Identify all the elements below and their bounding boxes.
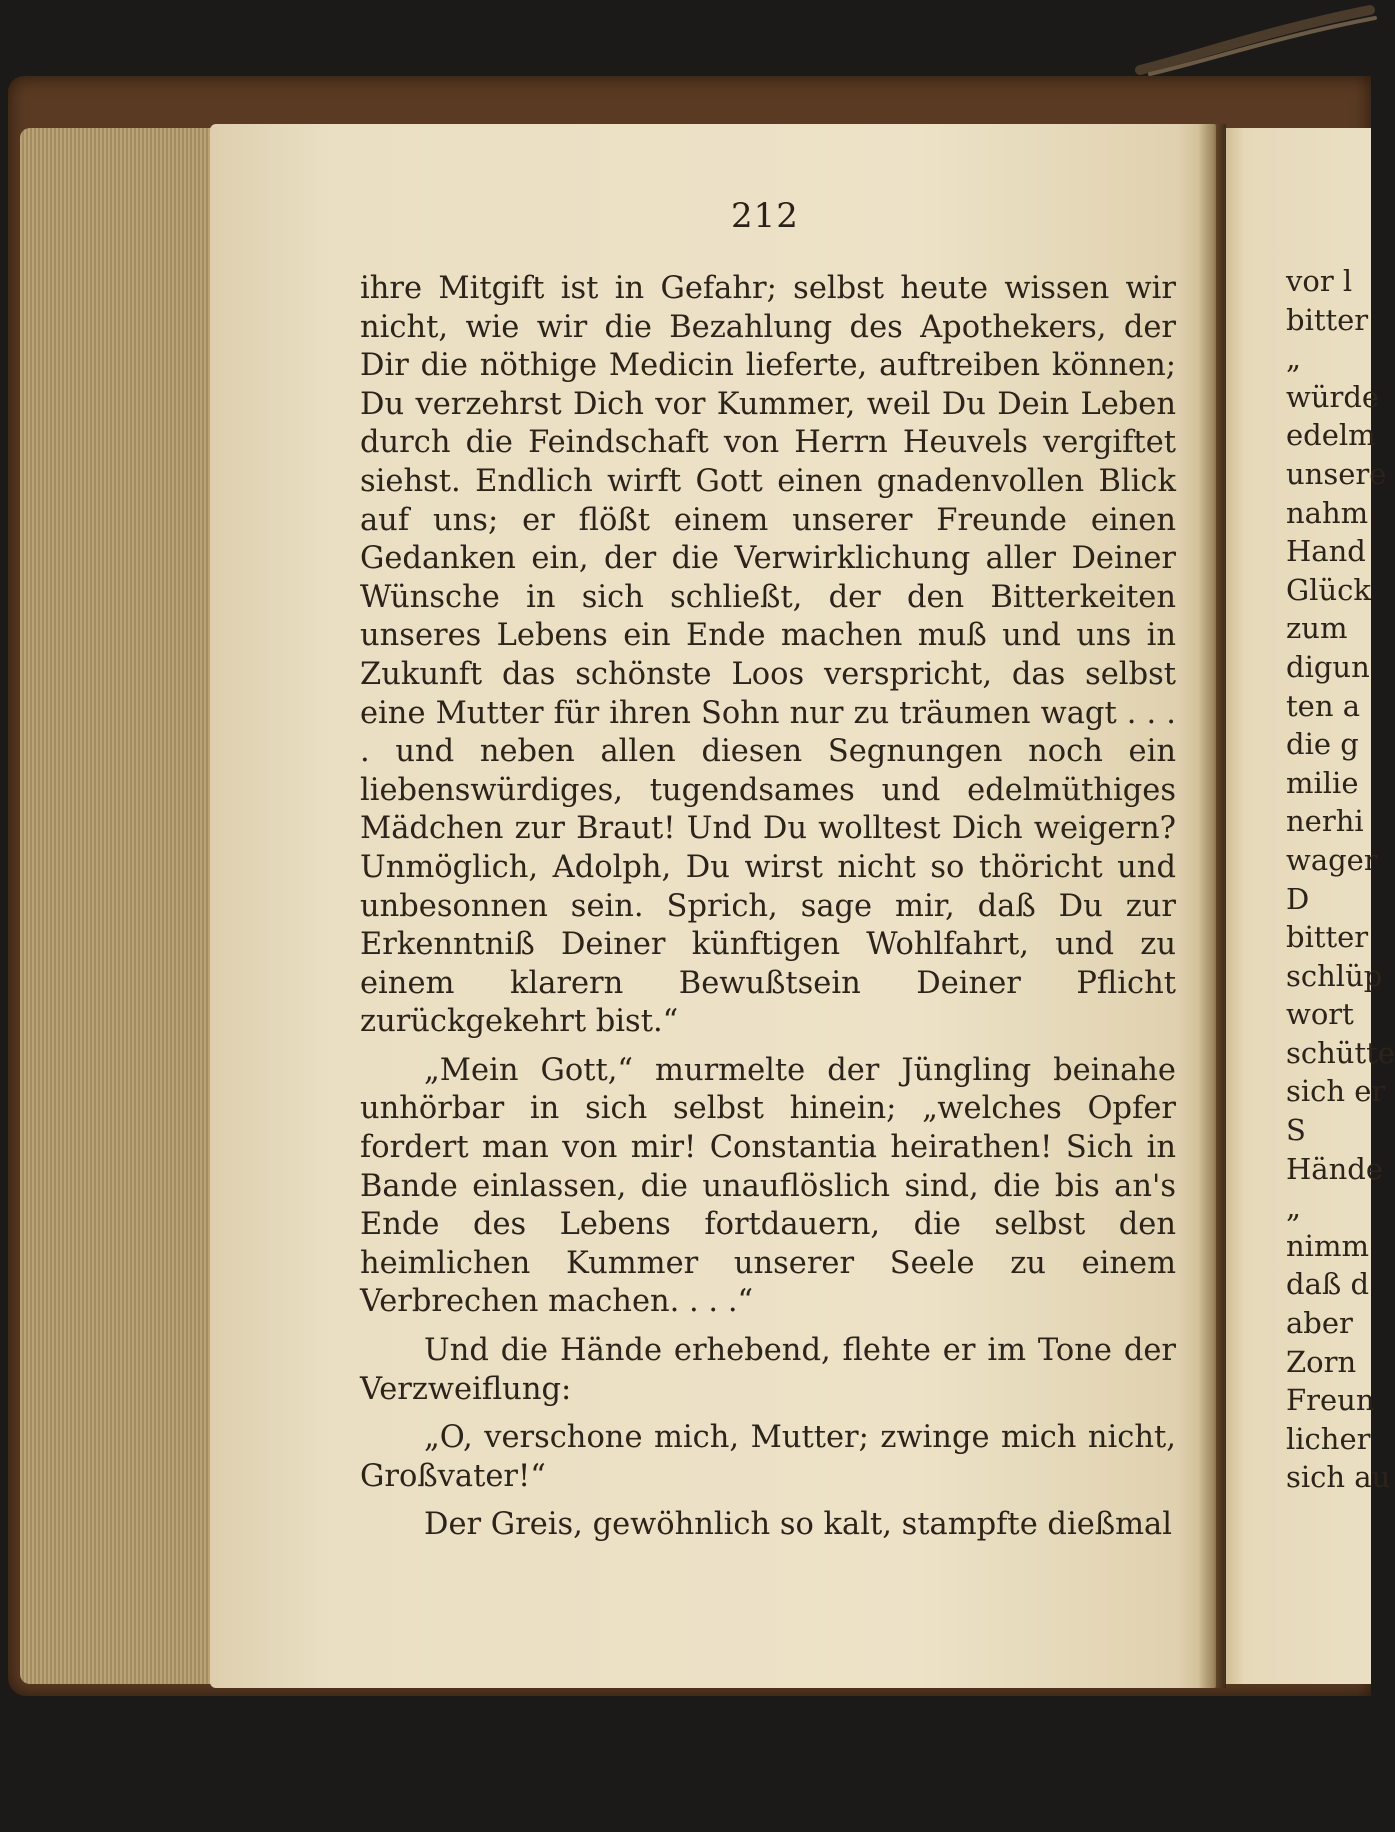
- facing-line: licher: [1286, 1421, 1371, 1456]
- facing-line: Hände: [1286, 1151, 1383, 1186]
- bookmark-ribbon: [1120, 0, 1380, 80]
- facing-line: Freun: [1286, 1383, 1375, 1418]
- page-edges: [20, 128, 220, 1684]
- facing-line: die g: [1286, 727, 1359, 762]
- facing-line: sich au: [1286, 1460, 1391, 1495]
- facing-line: wort: [1286, 997, 1354, 1032]
- facing-page-text: [1286, 262, 1395, 1497]
- facing-line: milie: [1286, 765, 1359, 800]
- facing-line: D: [1286, 881, 1310, 916]
- page-body: [360, 270, 1176, 1545]
- book-gutter: [1198, 124, 1226, 1688]
- facing-line: wager: [1286, 842, 1378, 877]
- facing-line: edelm: [1286, 418, 1376, 453]
- facing-line: sich er: [1286, 1074, 1386, 1109]
- facing-line: nerhi: [1286, 804, 1364, 839]
- facing-line: unsere: [1286, 456, 1387, 491]
- facing-line: Glück: [1286, 572, 1371, 607]
- facing-line: „: [1286, 1190, 1302, 1225]
- facing-line: vor l: [1286, 264, 1353, 298]
- facing-line: bitter: [1286, 302, 1369, 337]
- facing-line: nahm: [1286, 495, 1369, 530]
- facing-line: bitter: [1286, 920, 1369, 955]
- facing-line: ten a: [1286, 688, 1361, 723]
- page-number: 212: [731, 196, 799, 236]
- facing-line: aber: [1286, 1306, 1353, 1341]
- facing-line: Hand: [1286, 534, 1366, 569]
- facing-line: S: [1286, 1113, 1306, 1148]
- facing-line: „: [1286, 341, 1302, 376]
- paragraph: „Mein Gott,“ murmelte der Jüngling beinahe unhörbar in sich selbst hinein; „welches Opfer fordert man von mir! Constantia heirathen! Sich in Bande einlassen, die unauflöslich sind, die bis an's Ende des Lebens fortdauern, die selbst den heimlichen Kummer unserer Seele zu einem Verbrechen machen. . . .“: [360, 1052, 1176, 1320]
- facing-line: Zorn: [1286, 1344, 1357, 1379]
- paragraph: „O, verschone mich, Mutter; zwinge mich nicht, Großvater!“: [360, 1420, 1176, 1494]
- facing-line: nimm: [1286, 1228, 1369, 1263]
- facing-line: würde: [1286, 379, 1380, 414]
- paragraph: Der Greis, gewöhnlich so kalt, stampfte dießmal: [424, 1507, 1172, 1543]
- facing-line: schlüp: [1286, 958, 1383, 993]
- paragraph: Und die Hände erhebend, flehte er im Tone der Verzweiflung:: [360, 1333, 1176, 1407]
- facing-line: zum: [1286, 611, 1348, 646]
- facing-line: daß d: [1286, 1267, 1370, 1302]
- paragraph: ihre Mitgift ist in Gefahr; selbst heute wissen wir nicht, wie wir die Bezahlung des Apothekers, der Dir die nöthige Medicin lieferte, auftreiben können; Du verzehrst Dich vor Kummer, weil Du Dein Leben durch die Feindschaft von Herrn Heuvels vergiftet siehst. Endlich wirft Gott einen gnadenvollen Blick auf uns; er flößt einem unserer Freunde einen Gedanken ein, der die Verwirklichung aller Deiner Wünsche in sich schließt, der den Bitterkeiten unseres Lebens ein Ende machen muß und uns in Zukunft das schönste Loos verspricht, das selbst eine Mutter für ihren Sohn nur zu träumen wagt . . . . und neben allen diesen Segnungen noch ein liebenswürdiges, tugendsames und edelmüthiges Mädchen zur Braut! Und Du wolltest Dich weigern? Unmöglich, Adolph, Du wirst nicht so thöricht und unbesonnen sein. Sprich, sage mir, daß Du zur Erkenntniß Deiner künftigen Wohlfahrt, und zu einem klarern Bewußtsein Deiner Pflicht zurückgekehrt bist.“: [360, 271, 1176, 1040]
- facing-line: schütte: [1286, 1035, 1395, 1070]
- facing-line: digun: [1286, 649, 1370, 684]
